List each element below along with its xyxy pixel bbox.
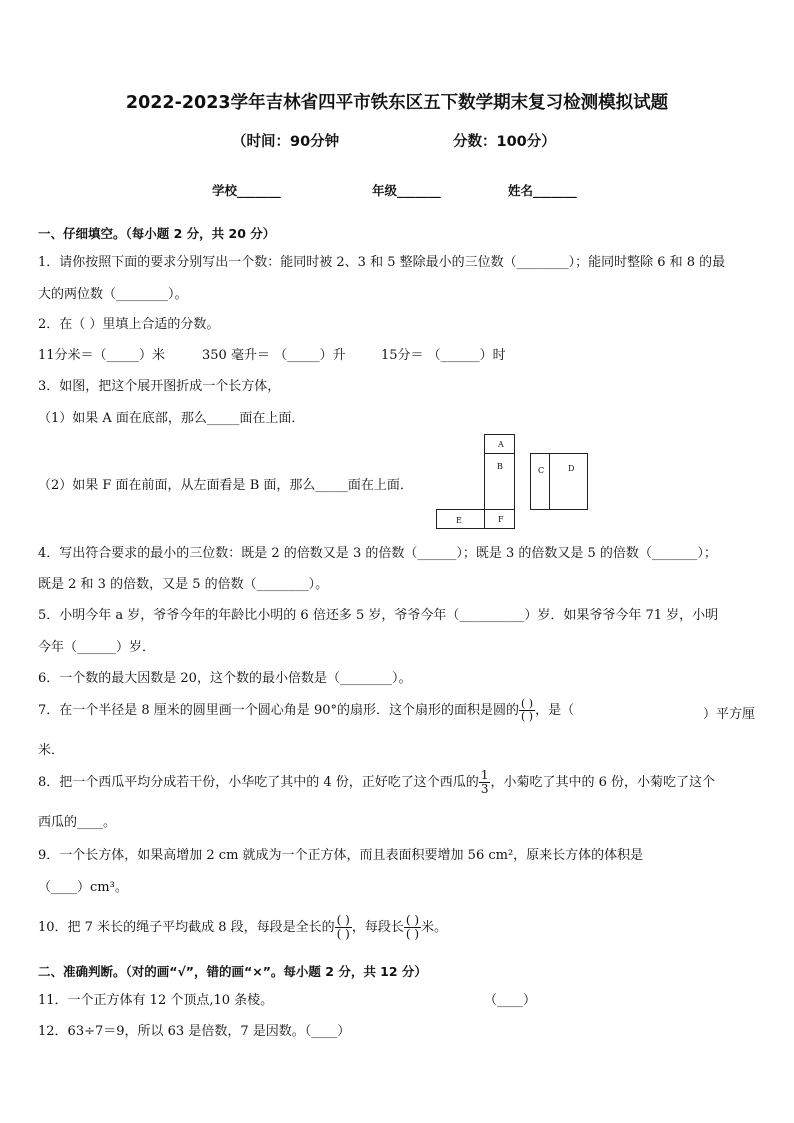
question-5-line-2: 今年（______）岁． xyxy=(38,640,156,655)
section-heading-judge: 二、准确判断。（对的画“√”，错的画“×”。每小题 2 分，共 12 分） xyxy=(38,964,427,979)
question-10-fraction-2 xyxy=(404,914,421,940)
question-12: 12．63÷7＝9，所以 63 是倍数，7 是因数。（____） xyxy=(38,1024,351,1039)
net-face-c-label: C xyxy=(538,466,545,475)
question-10-text: 10．把 7 米长的绳子平均截成 8 段，每段是全长的 xyxy=(38,920,335,935)
net-face-d-label: D xyxy=(568,464,575,473)
question-7-mid: ，是（ xyxy=(535,703,575,718)
school-field[interactable]: 学校_______ xyxy=(212,183,281,198)
grade-field[interactable]: 年级_______ xyxy=(372,183,441,198)
question-2-part-c: 15分＝ （______）时 xyxy=(381,348,506,363)
question-6: 6．一个数的最大因数是 20，这个数的最小倍数是（________）。 xyxy=(38,671,412,686)
question-9-line-1: 9．一个长方体，如果高增加 2 cm 就成为一个正方体，而且表面积要增加 56 cm²，原来长方体的体积是 xyxy=(38,848,644,863)
question-3-line-1: 3．如图，把这个展开图折成一个长方体， xyxy=(38,379,281,394)
question-1-line-2: 大的两位数（________）。 xyxy=(38,287,188,302)
page-title: 2022-2023学年吉林省四平市铁东区五下数学期末复习检测模拟试题 xyxy=(125,93,669,113)
net-face-e-label: E xyxy=(456,516,462,525)
net-face-c xyxy=(530,453,550,510)
question-8-fraction-denominator: 3 xyxy=(480,782,489,796)
net-face-f xyxy=(484,509,515,529)
question-8-text: 8．把一个西瓜平均分成若干份，小华吃了其中的 4 份，正好吃了这个西瓜的 xyxy=(38,775,479,790)
name-field[interactable]: 姓名_______ xyxy=(508,183,577,198)
question-8-line-1 xyxy=(38,764,715,802)
question-7-fraction-denominator: ( ) xyxy=(520,710,534,723)
question-8-line-2: 西瓜的____。 xyxy=(38,815,117,830)
question-7-fraction-numerator: ( ) xyxy=(520,697,534,711)
net-face-a-label: A xyxy=(498,440,504,449)
question-11: 11．一个正方体有 12 个顶点,10 条棱。 xyxy=(38,993,274,1008)
net-face-b xyxy=(484,453,515,510)
net-face-d xyxy=(549,453,588,510)
question-7-line-2: 米． xyxy=(38,743,65,758)
question-2-part-b: 350 毫升＝ （_____）升 xyxy=(202,348,346,363)
question-10-fraction-1 xyxy=(335,914,352,940)
question-10-tail: 米。 xyxy=(421,920,448,935)
question-7-tail: ）平方厘 xyxy=(703,707,756,722)
question-10 xyxy=(38,905,447,951)
question-10-mid: ，每段长 xyxy=(351,920,404,935)
exam-score: 分数：100分） xyxy=(453,134,556,150)
question-1-line-1: 1．请你按照下面的要求分别写出一个数：能同时被 2、3 和 5 整除最小的三位数（________）；能同时整除 6 和 8 的最 xyxy=(38,255,726,270)
question-10-fraction-2-numerator: ( ) xyxy=(405,913,420,928)
net-face-f-label: F xyxy=(498,515,504,524)
question-9-line-2: （____）cm³。 xyxy=(38,880,128,895)
question-10-fraction-1-denominator: ( ) xyxy=(336,927,350,941)
exam-time: （时间：90分钟 xyxy=(232,134,340,150)
net-face-e xyxy=(436,509,485,529)
question-10-fraction-2-denominator: ( ) xyxy=(405,927,420,941)
question-5-line-1: 5．小明今年 a 岁，爷爷今年的年龄比小明的 6 倍还多 5 岁，爷爷今年（__________）岁．如果爷爷今年 71 岁，小明 xyxy=(38,608,719,623)
question-2-part-a: 11分米＝（_____）米 xyxy=(38,348,166,363)
question-3-sub-2: （2）如果 F 面在前面，从左面看是 B 面，那么_____面在上面． xyxy=(38,478,413,493)
question-4-line-1: 4．写出符合要求的最小的三位数：既是 2 的倍数又是 3 的倍数（______）；既是 3 的倍数又是 5 的倍数（_______）； xyxy=(38,546,717,561)
question-2-line-1: 2．在（ ）里填上合适的分数。 xyxy=(38,317,220,332)
question-7-text: 7．在一个半径是 8 厘米的圆里画一个圆心角是 90°的扇形．这个扇形的面积是圆的 xyxy=(38,703,519,718)
net-face-a xyxy=(484,434,515,454)
question-7-fraction xyxy=(519,698,535,722)
question-3-sub-1: （1）如果 A 面在底部，那么_____面在上面． xyxy=(38,411,305,426)
question-8-fraction-numerator: 1 xyxy=(480,768,489,783)
question-8-fraction xyxy=(479,769,491,795)
question-10-fraction-1-numerator: ( ) xyxy=(336,913,350,928)
question-7-line-1 xyxy=(38,694,574,728)
question-8-tail: ，小菊吃了其中的 6 份，小菊吃了这个 xyxy=(490,775,715,790)
net-face-b-label: B xyxy=(497,462,503,471)
question-11-answer-blank[interactable]: （____） xyxy=(484,993,537,1008)
question-4-line-2: 既是 2 和 3 的倍数，又是 5 的倍数（________）。 xyxy=(38,577,329,592)
section-heading-fill-in: 一、仔细填空。（每小题 2 分，共 20 分） xyxy=(38,226,276,241)
